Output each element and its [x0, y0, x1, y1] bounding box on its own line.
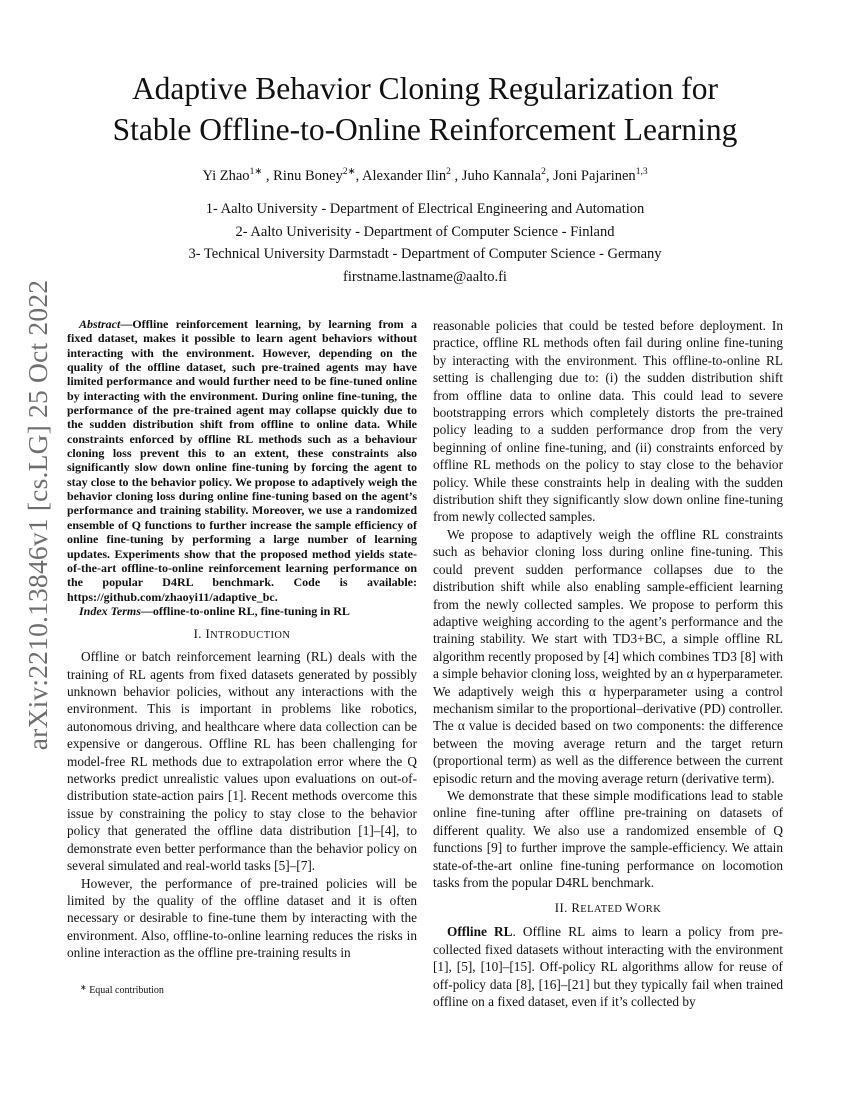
- contact-email: firstname.lastname@aalto.fi: [343, 268, 507, 285]
- section-heading-related-work: II. RELATED WORK: [554, 901, 662, 916]
- author-name: Rinu Boney: [273, 168, 343, 184]
- author-affil-mark: 2∗: [342, 167, 356, 177]
- title-line-2: Stable Offline-to-Online Reinforcement Learning: [112, 112, 738, 147]
- author-affil-mark: 1,3: [635, 167, 648, 177]
- author-name: Juho Kannala: [461, 168, 542, 184]
- introduction-continued: [433, 317, 783, 891]
- author-name: Joni Pajarinen: [553, 168, 636, 184]
- body-paragraph: [433, 923, 783, 1010]
- body-paragraph: However, the performance of pre-trained policies will be limited by the quality of the offline dataset and it is often necessary or desirable to fine-tune them by interacting with the environment. Also, offline-to-online learning reduces the risks in online interaction as the offline pre-training results in: [67, 875, 417, 961]
- section-heading-introduction: I. INTRODUCTION: [193, 627, 291, 642]
- abstract-paragraph: [67, 317, 417, 604]
- index-terms: [67, 604, 417, 618]
- right-column: [433, 317, 783, 1010]
- body-paragraph: We propose to adaptively weigh the offline RL constraints such as behavior cloning loss during online fine-tuning. This could prevent sudden performance collapses due to the distribution shift while also enabling sample-efficient learning from the newly collected samples. We propose to perform this adaptive weighing according to the agent’s performance and the training stability. We start with TD3+BC, a simple offline RL algorithm recently proposed by [4] which combines TD3 [8] with a simple behavior cloning loss, weighted by an α hyperparameter. We adaptively weigh this α hyperparameter using a control mechanism similar to the proportional–derivative (PD) controller. The α value is decided based on two components: the difference between the moving average return and the target return (proportional term) as well as the difference between the current episodic return and the moving average return (derivative term).: [433, 526, 783, 786]
- footnote: [80, 985, 164, 996]
- introduction-body: [67, 648, 417, 961]
- author-affil-mark: 2: [541, 167, 546, 177]
- body-paragraph: We demonstrate that these simple modifications lead to stable online fine-tuning after offline pre-training on datasets of different quality. We also use a randomized ensemble of Q functions [9] to further improve the sample-efficiency. We attain state-of-the-art online fine-tuning performance on locomotion tasks from the popular D4RL benchmark.: [433, 787, 783, 890]
- footnote-text: Equal contribution: [86, 985, 164, 996]
- author-name: Alexander Ilin: [362, 168, 447, 184]
- author-list: Yi Zhao$^{1∗}$ , Rinu Boney$^{2∗}$, Alexander Ilin$^2$ , Juho Kannala$^2$, Joni Pajarinen$^{1,3}$: [202, 167, 648, 184]
- affiliation-line: 2- Aalto Univerisity - Department of Computer Science - Finland: [235, 223, 615, 240]
- author-affil-mark: 1∗: [249, 167, 263, 177]
- index-terms-text: —offline-to-online RL, fine-tuning in RL: [140, 603, 350, 618]
- arxiv-identifier-sidebar: [20, 279, 56, 751]
- abstract-text: —Offline reinforcement learning, by learning from a fixed dataset, makes it possible to learn agent behaviors without interacting with the environment. However, depending on the quality of the offline dataset, such pre-trained agents may have limited performance and would further need to be fine-tuned online by interacting with the environment. During online fine-tuning, the performance of the pre-trained agent may collapse quickly due to the sudden distribution shift from offline to online data. While constraints enforced by offline RL methods such as a behaviour cloning loss prevent this to an extent, these constraints also significantly slow down online fine-tuning by forcing the agent to stay close to the behavior policy. We propose to adaptively weigh the behavior cloning loss during online fine-tuning based on the agent’s performance and training stability. Moreover, we use a randomized ensemble of Q functions to further increase the sample efficiency of online fine-tuning by performing a large number of learning updates. Experiments show that the proposed method yields state-of-the-art offline-to-online reinforcement learning performance on the popular D4RL benchmark. Code is available: https://github.com/zhaoyi11/adaptive_bc.: [67, 317, 417, 604]
- paragraph-text: . Offline RL aims to learn a policy from pre-collected fixed datasets without interacting with the environment [1], [5], [10]–[15]. Off-policy RL algorithms allow for reuse of off-policy data [8], [16]–[21] but they typically fail when trained offline on a fixed dataset, even if it’s collected by: [433, 924, 783, 1010]
- related-work-body: [433, 923, 783, 1010]
- body-paragraph: Offline or batch reinforcement learning (RL) deals with the training of RL agents from fixed datasets generated by possibly unknown behavior policies, without any interactions with the environment. This is important in problems like robotics, autonomous driving, and healthcare where data collection can be expensive or dangerous. Offline RL has been challenging for model-free RL methods due to extrapolation error where the Q networks predict unrealistic values upon evaluations on out-of-distribution state-action pairs [1]. Recent methods overcome this issue by constraining the policy to stay close to the behavior policy that generated the offline data distribution [1]–[4], to demonstrate even better performance than the behavior policy on several simulated and real-world tasks [5]–[7].: [67, 649, 417, 874]
- run-in-heading: Offline RL: [447, 924, 513, 940]
- affiliation-block: [60, 198, 790, 288]
- left-column: [67, 317, 417, 962]
- body-paragraph: reasonable policies that could be tested before deployment. In practice, offline RL methods often fail during online fine-tuning by interacting with the environment. This offline-to-online RL setting is challenging due to: (i) the sudden distribution shift from offline data to online data. This could lead to severe bootstrapping errors which completely distorts the pre-trained policy leading to a sudden performance drop from the very beginning of online fine-tuning, and (ii) constraints enforced by offline RL methods on the policy to stay close to the behavior policy. While these constraints help in dealing with the sudden distribution shift they significantly slow down online fine-tuning from newly collected samples.: [433, 318, 783, 525]
- title-line-1: Adaptive Behavior Cloning Regularization for: [131, 71, 719, 106]
- footnote-mark: ∗: [80, 983, 87, 992]
- abstract-label: Abstract: [79, 317, 121, 331]
- author-affil-mark: 2: [446, 167, 451, 177]
- arxiv-identifier-text: arXiv:2210.13846v1 [cs.LG] 25 Oct 2022: [22, 279, 53, 751]
- affiliation-line: 1- Aalto University - Department of Electrical Engineering and Automation: [205, 201, 645, 217]
- author-name: Yi Zhao: [202, 168, 250, 184]
- affiliation-line: 3- Technical University Darmstadt - Department of Computer Science - Germany: [188, 246, 662, 262]
- paper-title: [60, 68, 790, 150]
- index-terms-label: Index Terms: [79, 603, 141, 618]
- abstract-block: [67, 317, 417, 618]
